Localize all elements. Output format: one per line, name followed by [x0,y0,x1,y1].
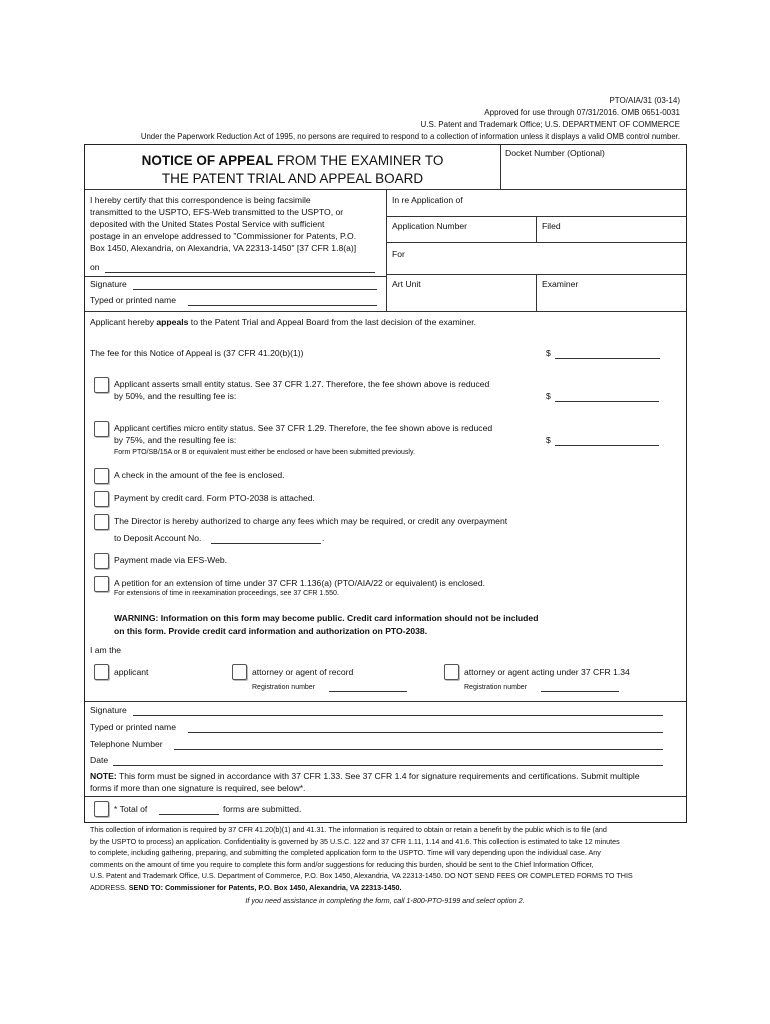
small-entity-line-1: Applicant asserts small entity status. See 37 CFR 1.27. Therefore, the fee shown above is reduced [114,379,490,389]
certify-line-4: postage in an envelope addressed to "Commissioner for Patents, P.O. [90,231,357,241]
paperwork-notice: Under the Paperwork Reduction Act of 1995, no persons are required to respond to a collection of information unless it displays a valid OMB control number. [140,132,680,141]
micro-entity-fee-input[interactable] [555,445,659,446]
efs-web-checkbox[interactable] [94,553,109,569]
date-label: Date [90,755,109,765]
assistance-line: If you need assistance in completing the form, call 1-800-PTO-9199 and select option 2. [245,896,525,905]
form-id: PTO/AIA/31 (03-14) [609,96,680,105]
extension-petition-checkbox[interactable] [94,576,109,592]
deposit-account-input[interactable] [211,543,321,544]
director-authorization-label: The Director is hereby authorized to charge any fees which may be required, or credit any overpayment [114,516,508,526]
certify-on-label: on [90,262,100,272]
i-am-the-label: I am the [90,645,122,655]
signature-label: Signature [90,705,127,715]
office-name: U.S. Patent and Trademark Office; U.S. DEPARTMENT OF COMMERCE [420,120,680,129]
total-forms-input[interactable] [159,814,219,815]
filed-label: Filed [542,221,561,231]
extension-petition-label: A petition for an extension of time under 37 CFR 1.136(a) (PTO/AIA/22 or equivalent) is enclosed. [114,578,486,588]
fee-amount-input[interactable] [555,358,660,359]
total-forms-post: forms are submitted. [223,804,302,814]
total-forms-pre: * Total of [114,804,148,814]
check-enclosed-label: A check in the amount of the fee is enclosed. [114,470,285,480]
telephone-input[interactable] [174,749,663,750]
for-label: For [392,249,405,259]
registration-number-label-1: Registration number [252,684,316,691]
appeal-statement: Applicant hereby appeals to the Patent Trial and Appeal Board from the last decision of the examiner. [90,317,477,327]
examiner-label: Examiner [542,279,579,289]
note-line-1: NOTE: This form must be signed in accordance with 37 CFR 1.33. See 37 CFR 1.4 for signature requirements and certifications. Submit multiple [90,771,640,781]
certify-line-2: transmitted to the USPTO, EFS-Web transmitted to the USPTO, or [90,207,344,217]
micro-entity-dollar-sign: $ [546,435,551,445]
note-line-2: forms if more than one signature is required, see below*. [90,783,306,793]
form-title-line1: NOTICE OF APPEAL FROM THE EXAMINER TO [141,153,444,168]
omb-approval: Approved for use through 07/31/2016. OMB 0651-0031 [484,108,680,117]
micro-entity-line-1: Applicant certifies micro entity status. See 37 CFR 1.29. Therefore, the fee shown above is reduced [114,423,493,433]
small-entity-fee-input[interactable] [555,401,659,402]
applicant-label: applicant [114,667,149,677]
application-number-label: Application Number [392,221,467,231]
credit-card-label: Payment by credit card. Form PTO-2038 is attached. [114,493,315,503]
art-unit-label: Art Unit [392,279,421,289]
check-enclosed-checkbox[interactable] [94,468,109,484]
fee-label: The fee for this Notice of Appeal is (37 CFR 41.20(b)(1)) [90,348,304,358]
certify-typed-name-label: Typed or printed name [90,295,176,305]
micro-entity-checkbox[interactable] [94,421,109,437]
small-entity-dollar-sign: $ [546,391,551,401]
certify-signature-label: Signature [90,279,127,289]
attorney-of-record-checkbox[interactable] [232,664,247,680]
form-title-line2: THE PATENT TRIAL AND APPEAL BOARD [161,171,424,186]
typed-name-input[interactable] [188,732,663,733]
registration-number-label-2: Registration number [464,684,528,691]
total-forms-checkbox[interactable] [94,801,109,817]
small-entity-checkbox[interactable] [94,377,109,393]
director-authorization-checkbox[interactable] [94,514,109,530]
micro-entity-line-2: by 75%, and the resulting fee is: [114,435,237,445]
certify-date-input[interactable] [105,272,375,273]
certify-line-1: I hereby certify that this correspondence is being facsimile [90,195,311,205]
certify-typed-name-input[interactable] [188,305,377,306]
efs-web-label: Payment made via EFS-Web. [114,555,228,565]
small-entity-line-2: by 50%, and the resulting fee is: [114,391,237,401]
attorney-137-checkbox[interactable] [444,664,459,680]
certify-line-5: Box 1450, Alexandria, on Alexandria, VA 22313-1450" [37 CFR 1.8(a)] [90,243,357,253]
attorney-137-label: attorney or agent acting under 37 CFR 1.34 [464,667,630,677]
credit-card-checkbox[interactable] [94,491,109,507]
registration-number-input-1[interactable] [329,691,407,692]
typed-name-label: Typed or printed name [90,722,176,732]
certify-line-3: deposited with the United States Postal Service with sufficient [90,219,325,229]
extension-petition-note: For extensions of time in reexamination proceedings, see 37 CFR 1.550. [114,590,339,597]
date-input[interactable] [113,765,663,766]
footer-paragraph: This collection of information is required by 37 CFR 41.20(b)(1) and 41.31. The information is required to obtain or retain a benefit by the public which is to file (and by the USPTO to process) an application. Confidentiality is governed by 35 U.S.C. 122 and 37 CFR 1.11, 1.14 and 41.6. This collection is estimated to take 12 minutes to complete, including gathering, preparing, and submitting the completed application form to the USPTO. Time will vary depending upon the individual case. Any comments on the amount of time you require to complete this form and/or suggestions for reducing this burden, should be sent to the Chief Information Officer, U.S. Patent and Trademark Office, U.S. Department of Commerce, P.O. Box 1450, Alexandria, VA 22313-1450. DO NOT SEND FEES OR COMPLETED FORMS TO THIS ADDRESS. SEND TO: Commissioner for Patents, P.O. Box 1450, Alexandria, VA 22313-1450. [90,825,633,892]
fee-dollar-sign: $ [546,348,551,358]
micro-entity-note: Form PTO/SB/15A or B or equivalent must either be enclosed or have been submitted previously. [114,449,415,456]
attorney-of-record-label: attorney or agent of record [252,667,354,677]
certify-signature-input[interactable] [133,289,377,290]
signature-input[interactable] [133,715,663,716]
docket-number-label: Docket Number (Optional) [505,148,605,158]
applicant-checkbox[interactable] [94,664,109,680]
warning-line-1: WARNING: Information on this form may become public. Credit card information should not be included [114,613,539,623]
notice-of-appeal-form: NOTICE OF APPEAL FROM THE EXAMINER TO THE PATENT TRIAL AND APPEAL BOARD Docket Number (Optional) I hereby certify that this correspondence is being facsimile transmitted to the USPTO, EFS-Web transmitted to the USPTO, or deposited with the United States Postal Service with sufficient postage in an envelope addressed to "Commissioner for Patents, P.O. Box 1450, Alexandria, on Alexandria, VA 22313-1450" [37 CFR 1.8(a)] on Signature Typed or printed name In re Application of Application Number Filed For Art Unit Examiner Applicant hereby appeals to the Patent Trial and Appeal Board from the last decision of the examiner. The fee for this Notice of Appeal is (37 CFR 41.20(b)(1)) $ Applicant asserts small entity status. See 37 CFR 1.27. Therefore, the fee shown above is reduced by 50%, and the resulting fee is: $ Applicant certifies micro entity status. See 37 CFR 1.29. Therefore, the fee shown above is reduced by 75%, and the resulting fee is: $ Form PTO/SB/15A or B or equivalent must either be enclosed or have been submitted previously. A check in the amount of the fee is enclosed. Payment by credit card. Form PTO-2038 is attached. The Director is hereby authorized to charge any fees which may be required, or credit any overpayment to Deposit Account No. . Payment made via EFS-Web. A petition for an extension of time under 37 CFR 1.136(a) (PTO/AIA/22 or equivalent) is enclosed. For extensions of time in reexamination proceedings, see 37 CFR 1.550. WARNING: Information on this form may become public. Credit card information should not be included on this form. Provide credit card information and authorization on PTO-2038. I am the applicant attorney or agent of record Registration number attorney or agent acting under 37 CFR 1.34 Registration number Signature Typed or printed name Telephone Number Date NOTE: This form must be signed in accordance with 37 CFR 1.33. See 37 CFR 1.4 for signature requirements and certifications. Submit multiple forms if more than one signature is required, see below*. * Total of forms are submitted. [84,144,687,823]
warning-line-2: on this form. Provide credit card information and authorization on PTO-2038. [114,626,428,636]
registration-number-input-2[interactable] [541,691,619,692]
in-re-label: In re Application of [392,195,463,205]
telephone-label: Telephone Number [90,739,163,749]
docket-number-input[interactable] [505,159,680,187]
deposit-account-label: to Deposit Account No. [114,533,202,543]
